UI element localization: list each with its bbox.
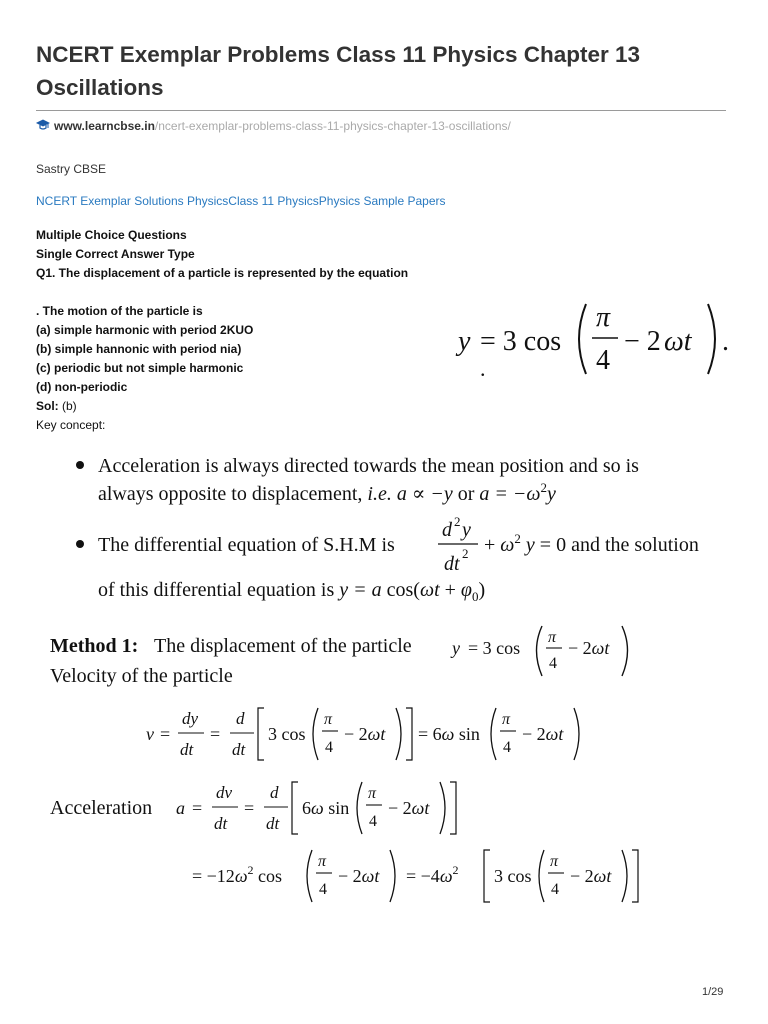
svg-text:a: a [176, 798, 185, 818]
option-c: (c) periodic but not simple harmonic [36, 361, 244, 375]
svg-text:dt: dt [214, 814, 228, 833]
svg-text:always opposite to displacemen: always opposite to displacement, i.e. a ∝ −y or $a = -\omega^2y$ [98, 480, 556, 505]
solution-answer: (b) [58, 399, 77, 413]
question-text: Q1. The displacement of a particle is represented by the equation [36, 266, 409, 280]
svg-text:4: 4 [549, 655, 557, 672]
svg-text:4: 4 [325, 739, 333, 756]
svg-text:π: π [502, 711, 511, 728]
svg-text:4: 4 [319, 881, 327, 898]
key-concept-label: Key concept: [36, 418, 106, 432]
page-number: 1/29 [702, 986, 724, 998]
category-link-class11-physics[interactable]: Class 11 Physics [228, 194, 319, 208]
svg-text:dt: dt [266, 814, 280, 833]
svg-text:π: π [368, 785, 377, 802]
svg-text:y: y [462, 519, 471, 541]
svg-text:= 3 cos: = 3 cos [480, 326, 562, 357]
svg-text:The differential equation of S: The differential equation of S.H.M is [98, 534, 395, 556]
question-type: Single Correct Answer Type [36, 247, 195, 261]
svg-text:π: π [596, 302, 611, 333]
svg-text:The displacement of the partic: The displacement of the particle [154, 635, 412, 657]
svg-text:= 3 cos: = 3 cos [468, 638, 521, 658]
concept-shm-equation [70, 508, 740, 613]
svg-text:− 2: − 2 [624, 326, 661, 357]
svg-text:2: 2 [462, 546, 469, 561]
svg-text:=: = [244, 798, 255, 818]
velocity-equation [146, 700, 616, 775]
svg-text:=: = [192, 798, 203, 818]
category-links [36, 194, 446, 208]
svg-text:Acceleration: Acceleration [50, 797, 153, 819]
svg-text:+ ω2 y = 0 and the solution: + $\omega^2$ y = 0 and the solution [484, 531, 699, 556]
acceleration-result [192, 842, 662, 917]
title-divider [36, 110, 726, 111]
url-host: www.learncbse.in [54, 119, 155, 133]
source-url[interactable] [36, 119, 511, 135]
svg-text:Velocity of the particle: Velocity of the particle [50, 665, 233, 687]
svg-text:d: d [442, 519, 452, 541]
svg-text:Method 1:: Method 1: [50, 635, 139, 657]
category-link-exemplar-physics[interactable]: NCERT Exemplar Solutions Physics [36, 194, 229, 208]
question-block [36, 226, 466, 435]
svg-text:− 2ωt: − 2ωt [388, 798, 430, 818]
question-lead: . The motion of the particle is [36, 304, 203, 318]
svg-text:− 2ωt: − 2ωt [338, 866, 380, 886]
svg-text:y: y [452, 638, 460, 658]
svg-text:π: π [324, 711, 333, 728]
svg-text:d: d [236, 709, 245, 728]
svg-text:6ω sin: 6ω sin [302, 798, 350, 818]
page-title: NCERT Exemplar Problems Class 11 Physics Chapter 13 Oscillations [36, 42, 641, 100]
svg-text:4: 4 [596, 345, 610, 376]
solution-line [36, 397, 466, 416]
svg-text:− 2ωt: − 2ωt [344, 724, 386, 744]
svg-text:= −12ω2 cos: = $-12\omega^2$ cos [192, 863, 283, 886]
svg-text:3 cos: 3 cos [494, 866, 532, 886]
svg-text:ωt: ωt [664, 326, 692, 357]
section-heading: Multiple Choice Questions [36, 228, 187, 242]
svg-text:− 2ωt: − 2ωt [568, 638, 610, 658]
svg-text:.: . [480, 356, 486, 381]
option-a: (a) simple harmonic with period 2KUO [36, 323, 254, 337]
acceleration-equation [50, 776, 480, 851]
svg-text:2: 2 [454, 514, 461, 529]
option-d: (d) non-periodic [36, 380, 128, 394]
svg-text:dt: dt [232, 740, 246, 759]
site-logo-icon [36, 119, 50, 135]
svg-text:d: d [270, 783, 279, 802]
svg-text:3 cos: 3 cos [268, 724, 306, 744]
solution-label: Sol: [36, 399, 59, 413]
svg-text:dt: dt [444, 553, 460, 575]
method-one-displacement [50, 620, 690, 697]
author-name: Sastry CBSE [36, 162, 107, 176]
svg-text:.: . [722, 326, 729, 357]
category-link-sample-papers[interactable]: Physics Sample Papers [318, 194, 446, 208]
svg-text:= 6ω sin: = 6ω sin [418, 724, 480, 744]
url-path: /ncert-exemplar-problems-class-11-physics-chapter-13-oscillations/ [154, 119, 511, 133]
svg-text:=: = [160, 724, 171, 744]
svg-text:4: 4 [551, 881, 559, 898]
svg-text:− 2ωt: − 2ωt [522, 724, 564, 744]
option-b: (b) simple hannonic with period nia) [36, 342, 242, 356]
svg-text:Acceleration is always directe: Acceleration is always directed towards the mean position and so is [98, 455, 639, 477]
svg-text:of this differential equation: of this differential equation is y = a $\cos(\omega t + \varphi_0)$ [98, 579, 486, 604]
svg-text:y: y [458, 326, 471, 357]
svg-text:dt: dt [180, 740, 194, 759]
svg-text:v: v [146, 724, 154, 744]
svg-text:= −4ω2: = $-4\omega^2$ [406, 863, 459, 886]
svg-text:π: π [548, 629, 557, 646]
svg-text:=: = [210, 724, 221, 744]
svg-text:π: π [318, 853, 327, 870]
svg-text:− 2ωt: − 2ωt [570, 866, 612, 886]
svg-text:dy: dy [182, 709, 199, 728]
equation-main [454, 296, 744, 387]
svg-text:4: 4 [503, 739, 511, 756]
svg-text:dv: dv [216, 783, 233, 802]
svg-text:π: π [550, 853, 559, 870]
svg-text:4: 4 [369, 813, 377, 830]
